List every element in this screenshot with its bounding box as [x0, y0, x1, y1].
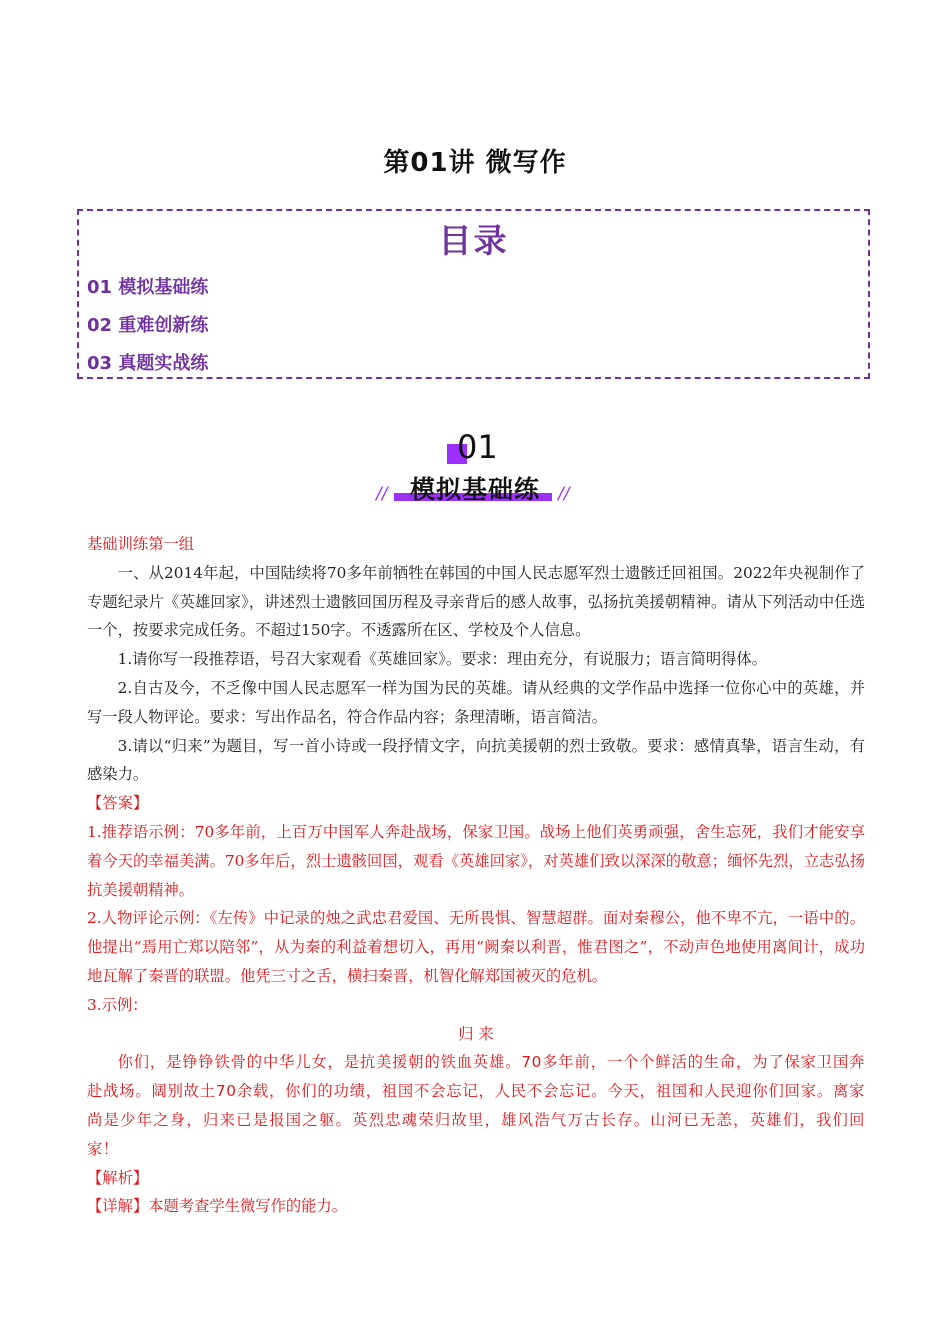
document-body: [87, 530, 865, 1221]
answer-item: 1.推荐语示例：70多年前，上百万中国军人奔赴战场，保家卫国。战场上他们英勇顽强，舍生忘死，我们才能安享着今天的幸福美满。70多年后，烈士遗骸回国，观看《英雄回家》，对英雄们致以深深的敬意；缅怀先烈，立志弘扬抗美援朝精神。: [87, 822, 865, 899]
answer-item: 2.人物评论示例：《左传》中记录的烛之武忠君爱国、无所畏惧、智慧超群。面对秦穆公，他不卑不亢，一语中的。他提出“焉用亡郑以陪邻”，从为秦的利益着想切入，再用“阙秦以利晋，惟君图之”，不动声色地使用离间计，成功地瓦解了秦晋的联盟。他凭三寸之舌，横扫秦晋，机智化解郑国被灭的危机。: [87, 909, 865, 985]
toc-item[interactable]: 03 真题实战练: [87, 353, 209, 374]
poem-title: 归 来: [458, 1024, 494, 1043]
section-number: 01: [457, 428, 498, 466]
answer-item: 3.示例：: [87, 995, 148, 1014]
question-task: 3.请以“归来”为题目，写一首小诗或一段抒情文字，向抗美援朝的烈士致敬。要求：感情真挚，语言生动，有感染力。: [87, 736, 865, 784]
slash-decoration-left: //: [376, 484, 388, 504]
analysis-detail: 【详解】本题考查学生微写作的能力。: [87, 1197, 348, 1216]
slash-decoration-right: //: [558, 484, 570, 504]
poem-body: 你们，是铮铮铁骨的中华儿女，是抗美援朝的铁血英雄。70多年前，一个个鲜活的生命，为了保家卫国奔赴战场。阔别故土70余载，你们的功绩，祖国不会忘记，人民不会忘记。今天，祖国和人民迎你们回家。离家尚是少年之身，归来已是报国之躯。英烈忠魂荣归故里，雄风浩气万古长存。山河已无恙，英雄们，我们回家！: [87, 1053, 865, 1158]
question-task: 1.请你写一段推荐语，号召大家观看《英雄回家》。要求：理由充分，有说服力；语言简明得体。: [117, 650, 768, 669]
analysis-label: 【解析】: [87, 1168, 149, 1187]
toc-heading: 目录: [438, 221, 509, 260]
answer-label: 【答案】: [87, 794, 149, 813]
table-of-contents: [77, 209, 870, 379]
toc-item[interactable]: 01 模拟基础练: [87, 277, 209, 298]
question-task: 2.自古及今，不乏像中国人民志愿军一样为国为民的英雄。请从经典的文学作品中选择一位你心中的英雄，并写一段人物评论。要求：写出作品名，符合作品内容；条理清晰，语言简洁。: [87, 678, 865, 726]
section-name: 模拟基础练: [409, 475, 540, 504]
toc-item[interactable]: 02 重难创新练: [87, 315, 209, 336]
question-stem: 一、从2014年起，中国陆续将70多年前牺牲在韩国的中国人民志愿军烈士遗骸迁回祖国。2022年央视制作了专题纪录片《英雄回家》，讲述烈士遗骸回国历程及寻亲背后的感人故事，弘扬抗美援朝精神。请从下列活动中任选一个，按要求完成任务。不超过150字。不透露所在区、学校及个人信息。: [87, 563, 865, 640]
page-title: 第01讲 微写作: [383, 148, 567, 178]
group-label: 基础训练第一组: [87, 535, 195, 553]
